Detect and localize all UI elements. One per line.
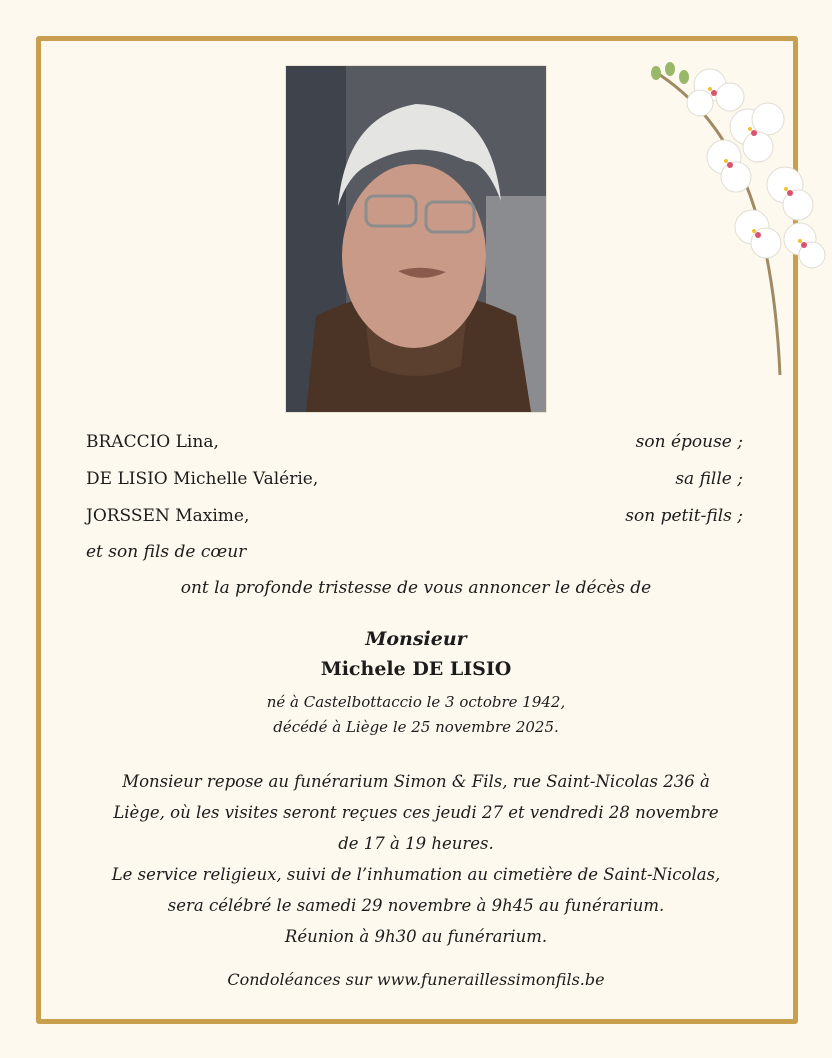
birth-line: né à Castelbottaccio le 3 octobre 1942, <box>266 693 566 711</box>
detail-line: de 17 à 19 heures. <box>338 834 494 853</box>
death-line: décédé à Liège le 25 novembre 2025. <box>273 718 559 736</box>
detail-line: Monsieur repose au funérarium Simon & Fils, rue Saint-Nicolas 236 à <box>122 772 710 791</box>
family-row <box>86 504 743 528</box>
detail-line: Le service religieux, suivi de l’inhumation au cimetière de Saint-Nicolas, <box>111 865 721 884</box>
deceased-name: Michele DE LISIO <box>320 658 512 680</box>
birth-death-dates <box>0 690 832 740</box>
family-row <box>86 430 743 454</box>
condolences-link[interactable]: Condoléances sur www.funeraillessimonfils.be <box>227 970 605 989</box>
family-member-name: DE LISIO Michelle Valérie, <box>86 469 319 489</box>
announcement-line: ont la profonde tristesse de vous annoncer le décès de <box>180 578 652 598</box>
detail-line: Réunion à 9h30 au funérarium. <box>284 927 548 946</box>
detail-line: Liège, où les visites seront reçues ces jeudi 27 et vendredi 28 novembre <box>113 803 719 822</box>
family-member-name: JORSSEN Maxime, <box>86 506 250 526</box>
heart-son-line: et son fils de cœur <box>86 542 247 562</box>
family-member-name: BRACCIO Lina, <box>86 432 219 452</box>
family-row <box>86 467 743 491</box>
family-member-relation: son épouse ; <box>635 432 743 452</box>
family-member-relation: sa fille ; <box>675 469 743 489</box>
orchid-flower-decoration <box>640 55 830 385</box>
portrait-photo <box>286 66 546 412</box>
funeral-details <box>74 766 758 952</box>
family-member-relation: son petit-fils ; <box>625 506 743 526</box>
honorific: Monsieur <box>365 628 467 650</box>
detail-line: sera célébré le samedi 29 novembre à 9h45 au funérarium. <box>167 896 665 915</box>
